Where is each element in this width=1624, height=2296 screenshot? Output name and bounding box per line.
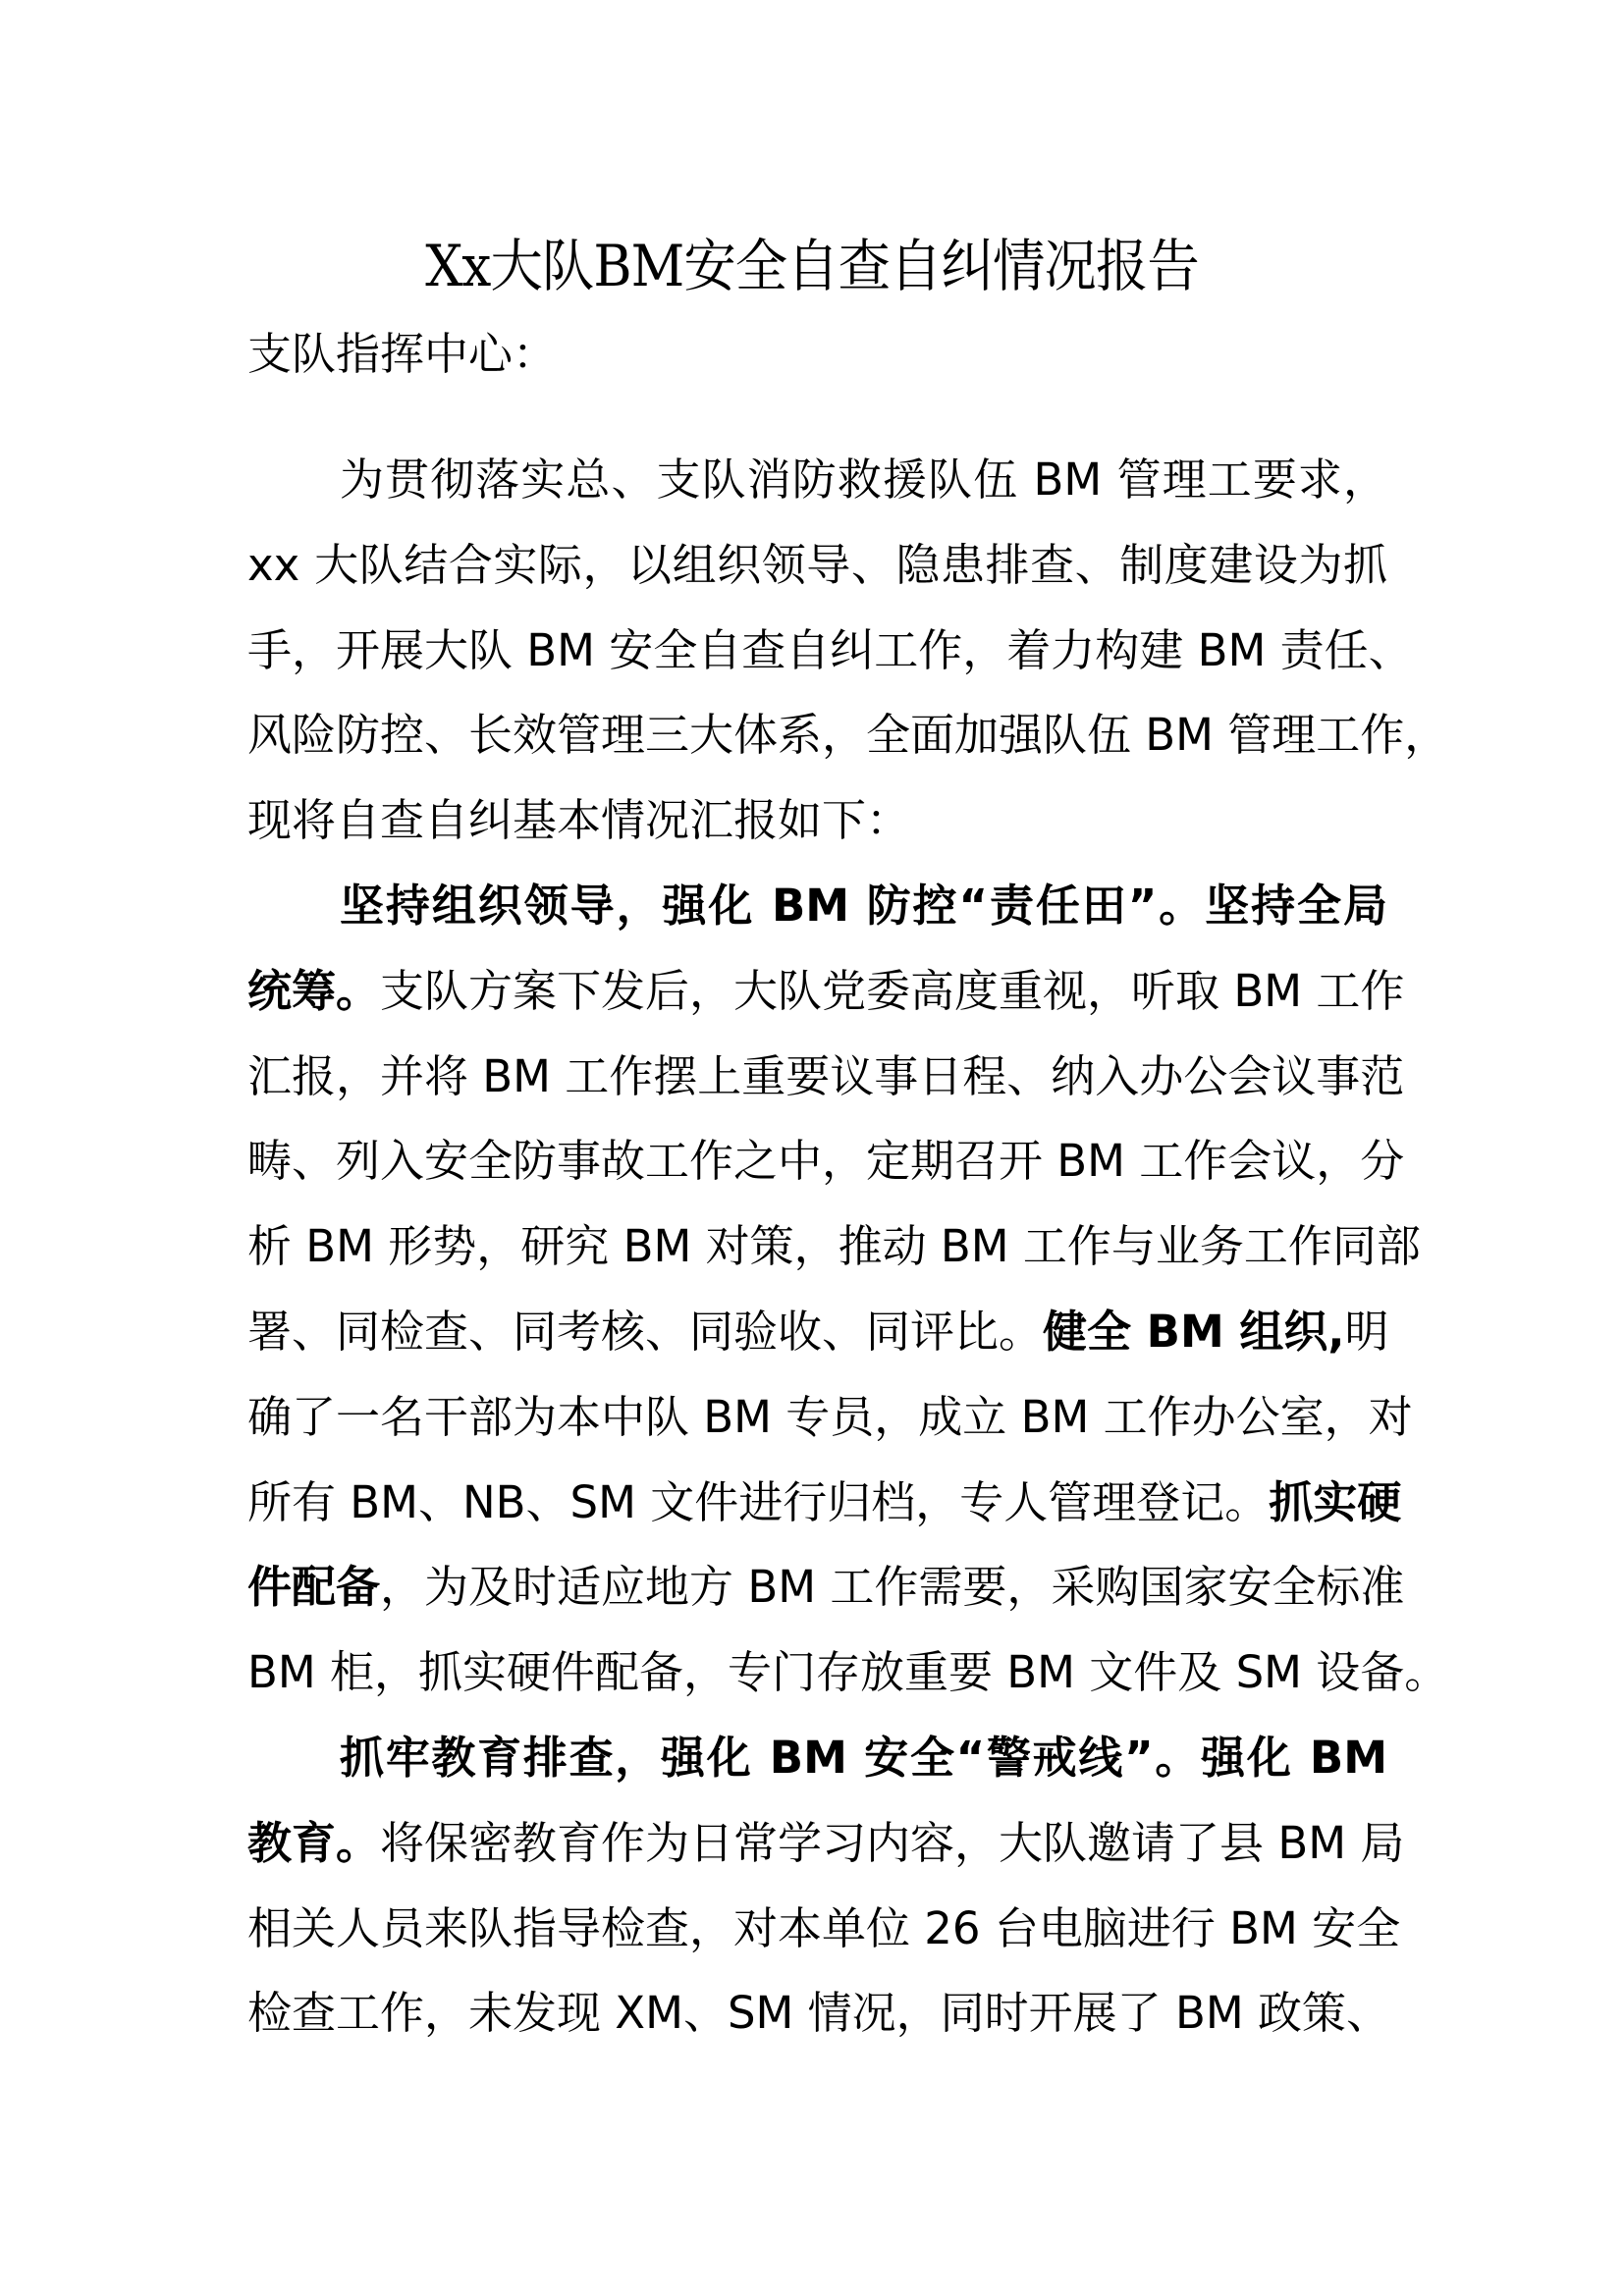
body-text: xx 大队结合实际，以组织领导、隐患排查、制度建设为抓 (247, 538, 1387, 591)
text-line (247, 778, 1387, 863)
text-line (247, 1801, 1405, 1886)
body-text: 现将自查自纠基本情况汇报如下： (247, 794, 911, 847)
bold-heading-text: 件配备 (247, 1561, 381, 1614)
text-line (340, 864, 1387, 948)
bold-heading-text: 抓实硬 (1269, 1475, 1402, 1528)
body-text: 畴、列入安全防事故工作之中，定期召开 BM 工作会议，分 (247, 1135, 1405, 1188)
text-line (340, 438, 1387, 522)
bold-heading-text: 抓牢教育排查，强化 BM 安全“警戒线”。强化 BM (340, 1732, 1387, 1784)
body-text: 相关人员来队指导检查，对本单位 26 台电脑进行 BM 安全 (247, 1901, 1401, 1954)
text-line (247, 609, 1413, 693)
bold-heading-text: 健全 BM 组织, (1043, 1306, 1345, 1358)
text-line (247, 1290, 1387, 1374)
text-line (247, 1545, 1405, 1629)
text-line (247, 1887, 1401, 1971)
text-line (247, 1035, 1405, 1119)
text-line (247, 1461, 1402, 1545)
body-text: 汇报，并将 BM 工作摆上重要议事日程、纳入办公会议事范 (247, 1049, 1405, 1102)
bold-heading-text: 教育。 (247, 1816, 381, 1869)
bold-heading-text: 统筹。 (247, 964, 381, 1017)
body-text: 风险防控、长效管理三大体系，全面加强队伍 BM 管理工作， (247, 709, 1449, 762)
body-text: 所有 BM、NB、SM 文件进行归档，专人管理登记。 (247, 1475, 1270, 1528)
body-text: 检查工作，未发现 XM、SM 情况，同时开展了 BM 政策、 (247, 1987, 1390, 2040)
text-line (247, 1971, 1390, 2056)
text-line (247, 693, 1449, 777)
document-title: Xx大队BM安全自查自纠情况报告 (425, 233, 1199, 299)
text-line (247, 1375, 1413, 1460)
body-text: 支队方案下发后，大队党委高度重视，听取 BM 工作 (380, 964, 1405, 1017)
body-text: 析 BM 形势，研究 BM 对策，推动 BM 工作与业务工作同部 (247, 1220, 1421, 1273)
body-text: 手，开展大队 BM 安全自查自纠工作，着力构建 BM 责任、 (247, 623, 1413, 676)
body-text: 将保密教育作为日常学习内容，大队邀请了县 BM 局 (380, 1816, 1405, 1869)
body-text: ，为及时适应地方 BM 工作需要，采购国家安全标准 (380, 1561, 1405, 1614)
text-line (340, 1716, 1387, 1800)
salutation: 支队指挥中心： (247, 328, 558, 380)
text-line (247, 1630, 1449, 1715)
text-line (247, 1119, 1405, 1203)
text-line (247, 523, 1387, 608)
body-text: 为贯彻落实总、支队消防救援队伍 BM 管理工要求， (340, 454, 1387, 506)
body-text: 明 (1344, 1306, 1389, 1358)
body-text: BM 柜，抓实硬件配备，专门存放重要 BM 文件及 SM 设备。 (247, 1646, 1449, 1699)
bold-heading-text: 坚持组织领导，强化 BM 防控“责任田”。坚持全局 (340, 880, 1387, 932)
text-line (247, 949, 1405, 1034)
body-text: 署、同检查、同考核、同验收、同评比。 (247, 1306, 1044, 1358)
body-text: 确了一名干部为本中队 BM 专员，成立 BM 工作办公室，对 (247, 1390, 1413, 1443)
text-line (247, 1204, 1421, 1289)
